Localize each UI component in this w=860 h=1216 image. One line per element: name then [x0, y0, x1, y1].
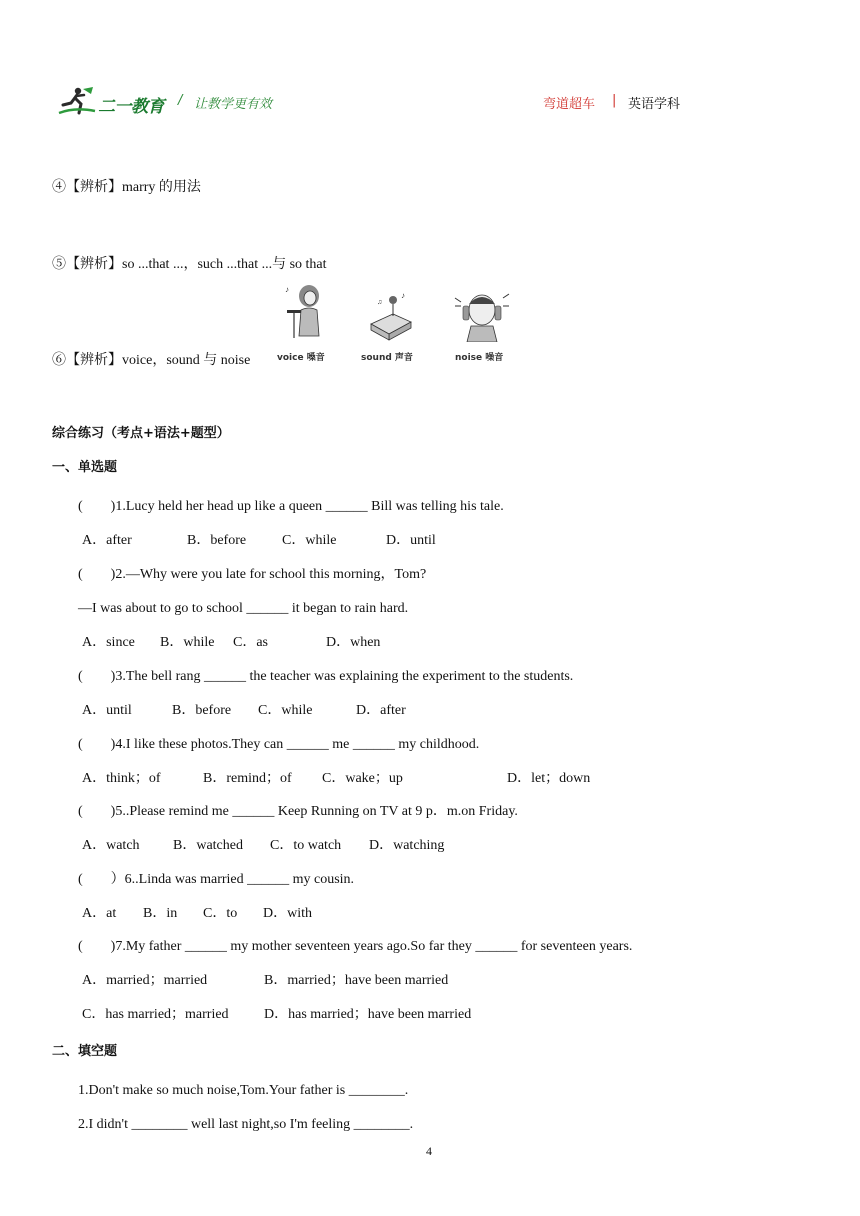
- page-number: 4: [426, 1144, 432, 1158]
- section2-title: 二、填空题: [52, 1044, 118, 1059]
- practice-title: 综合练习（考点+语法+题型）: [52, 426, 230, 441]
- question-7: ( )7.My father ______ my mother seventeen years ago.So far they ______ for seventeen years.: [78, 939, 633, 954]
- q6-option-d: D．with: [263, 906, 312, 921]
- q5-option-c: C．to watch: [270, 838, 342, 853]
- q5-option-d: D．watching: [369, 838, 445, 853]
- q4-option-c: C．wake；up: [322, 771, 403, 786]
- question-2: ( )2.—Why were you late for school this morning，Tom?: [78, 567, 427, 582]
- question-4: ( )4.I like these photos.They can ______ me ______ my childhood.: [78, 737, 480, 752]
- noise-caption: noise 噪音: [455, 353, 504, 363]
- q6-option-a: A．at: [82, 906, 117, 921]
- voice-caption: voice 嗓音: [277, 353, 325, 363]
- question-5: ( )5..Please remind me ______ Keep Running on TV at 9 p．m.on Friday.: [78, 804, 518, 819]
- question-3: ( )3.The bell rang ______ the teacher was explaining the experiment to the students.: [78, 669, 574, 684]
- note-voice-sound-noise: ⑥【辨析】voice，sound 与 noise: [52, 353, 251, 368]
- radio-icon: [363, 288, 419, 344]
- q2-option-a: A．since: [82, 635, 135, 650]
- svg-text:♫: ♫: [377, 298, 383, 306]
- q7-option-c: C．has married；married: [82, 1007, 229, 1022]
- question-2-line2: —I was about to go to school ______ it began to rain hard.: [78, 601, 409, 616]
- brand-name: 二一教育: [98, 97, 164, 117]
- singing-girl-icon: [279, 280, 335, 344]
- q5-option-b: B．watched: [173, 838, 243, 853]
- q2-option-b: B．while: [160, 635, 215, 650]
- q7-option-a: A．married；married: [82, 973, 208, 988]
- question-6: ( ）6..Linda was married ______ my cousin.: [78, 872, 355, 887]
- q3-option-a: A．until: [82, 703, 132, 718]
- q4-option-a: A．think；of: [82, 771, 161, 786]
- q1-option-d: D．until: [386, 533, 436, 548]
- header-subject: 英语学科: [628, 97, 681, 112]
- runner-logo-icon: [57, 86, 97, 116]
- header-separator: |: [612, 93, 617, 108]
- q2-option-d: D．when: [326, 635, 381, 650]
- q2-option-c: C．as: [233, 635, 268, 650]
- q3-option-c: C．while: [258, 703, 313, 718]
- sound-caption: sound 声音: [361, 353, 413, 363]
- svg-text:♪: ♪: [401, 291, 405, 300]
- note-marry: ④【辨析】marry 的用法: [52, 180, 201, 195]
- q1-option-c: C．while: [282, 533, 337, 548]
- fill-question-2: 2.I didn't ________ well last night,so I'm feeling ________.: [78, 1117, 414, 1132]
- illustration-strip: [275, 280, 515, 366]
- header: [0, 80, 860, 120]
- q1-option-a: A．after: [82, 533, 132, 548]
- covering-ears-icon: [453, 290, 511, 342]
- header-slogan: 让教学更有效: [194, 97, 273, 112]
- q7-option-d: D．has married；have been married: [264, 1007, 472, 1022]
- q3-option-d: D．after: [356, 703, 406, 718]
- fill-question-1: 1.Don't make so much noise,Tom.Your father is ________.: [78, 1083, 409, 1098]
- q6-option-b: B．in: [143, 906, 178, 921]
- note-so-that: ⑤【辨析】so ...that ...，such ...that ...与 so that: [52, 257, 327, 272]
- header-right-tag: 弯道超车: [543, 97, 596, 112]
- header-slash: /: [178, 93, 183, 108]
- q1-option-b: B．before: [187, 533, 247, 548]
- q3-option-b: B．before: [172, 703, 232, 718]
- question-1: ( )1.Lucy held her head up like a queen ______ Bill was telling his tale.: [78, 499, 504, 514]
- svg-text:♪: ♪: [285, 285, 289, 294]
- section1-title: 一、单选题: [52, 460, 118, 475]
- q4-option-b: B．remind；of: [203, 771, 292, 786]
- q4-option-d: D．let；down: [507, 771, 591, 786]
- q5-option-a: A．watch: [82, 838, 140, 853]
- q6-option-c: C．to: [203, 906, 238, 921]
- q7-option-b: B．married；have been married: [264, 973, 449, 988]
